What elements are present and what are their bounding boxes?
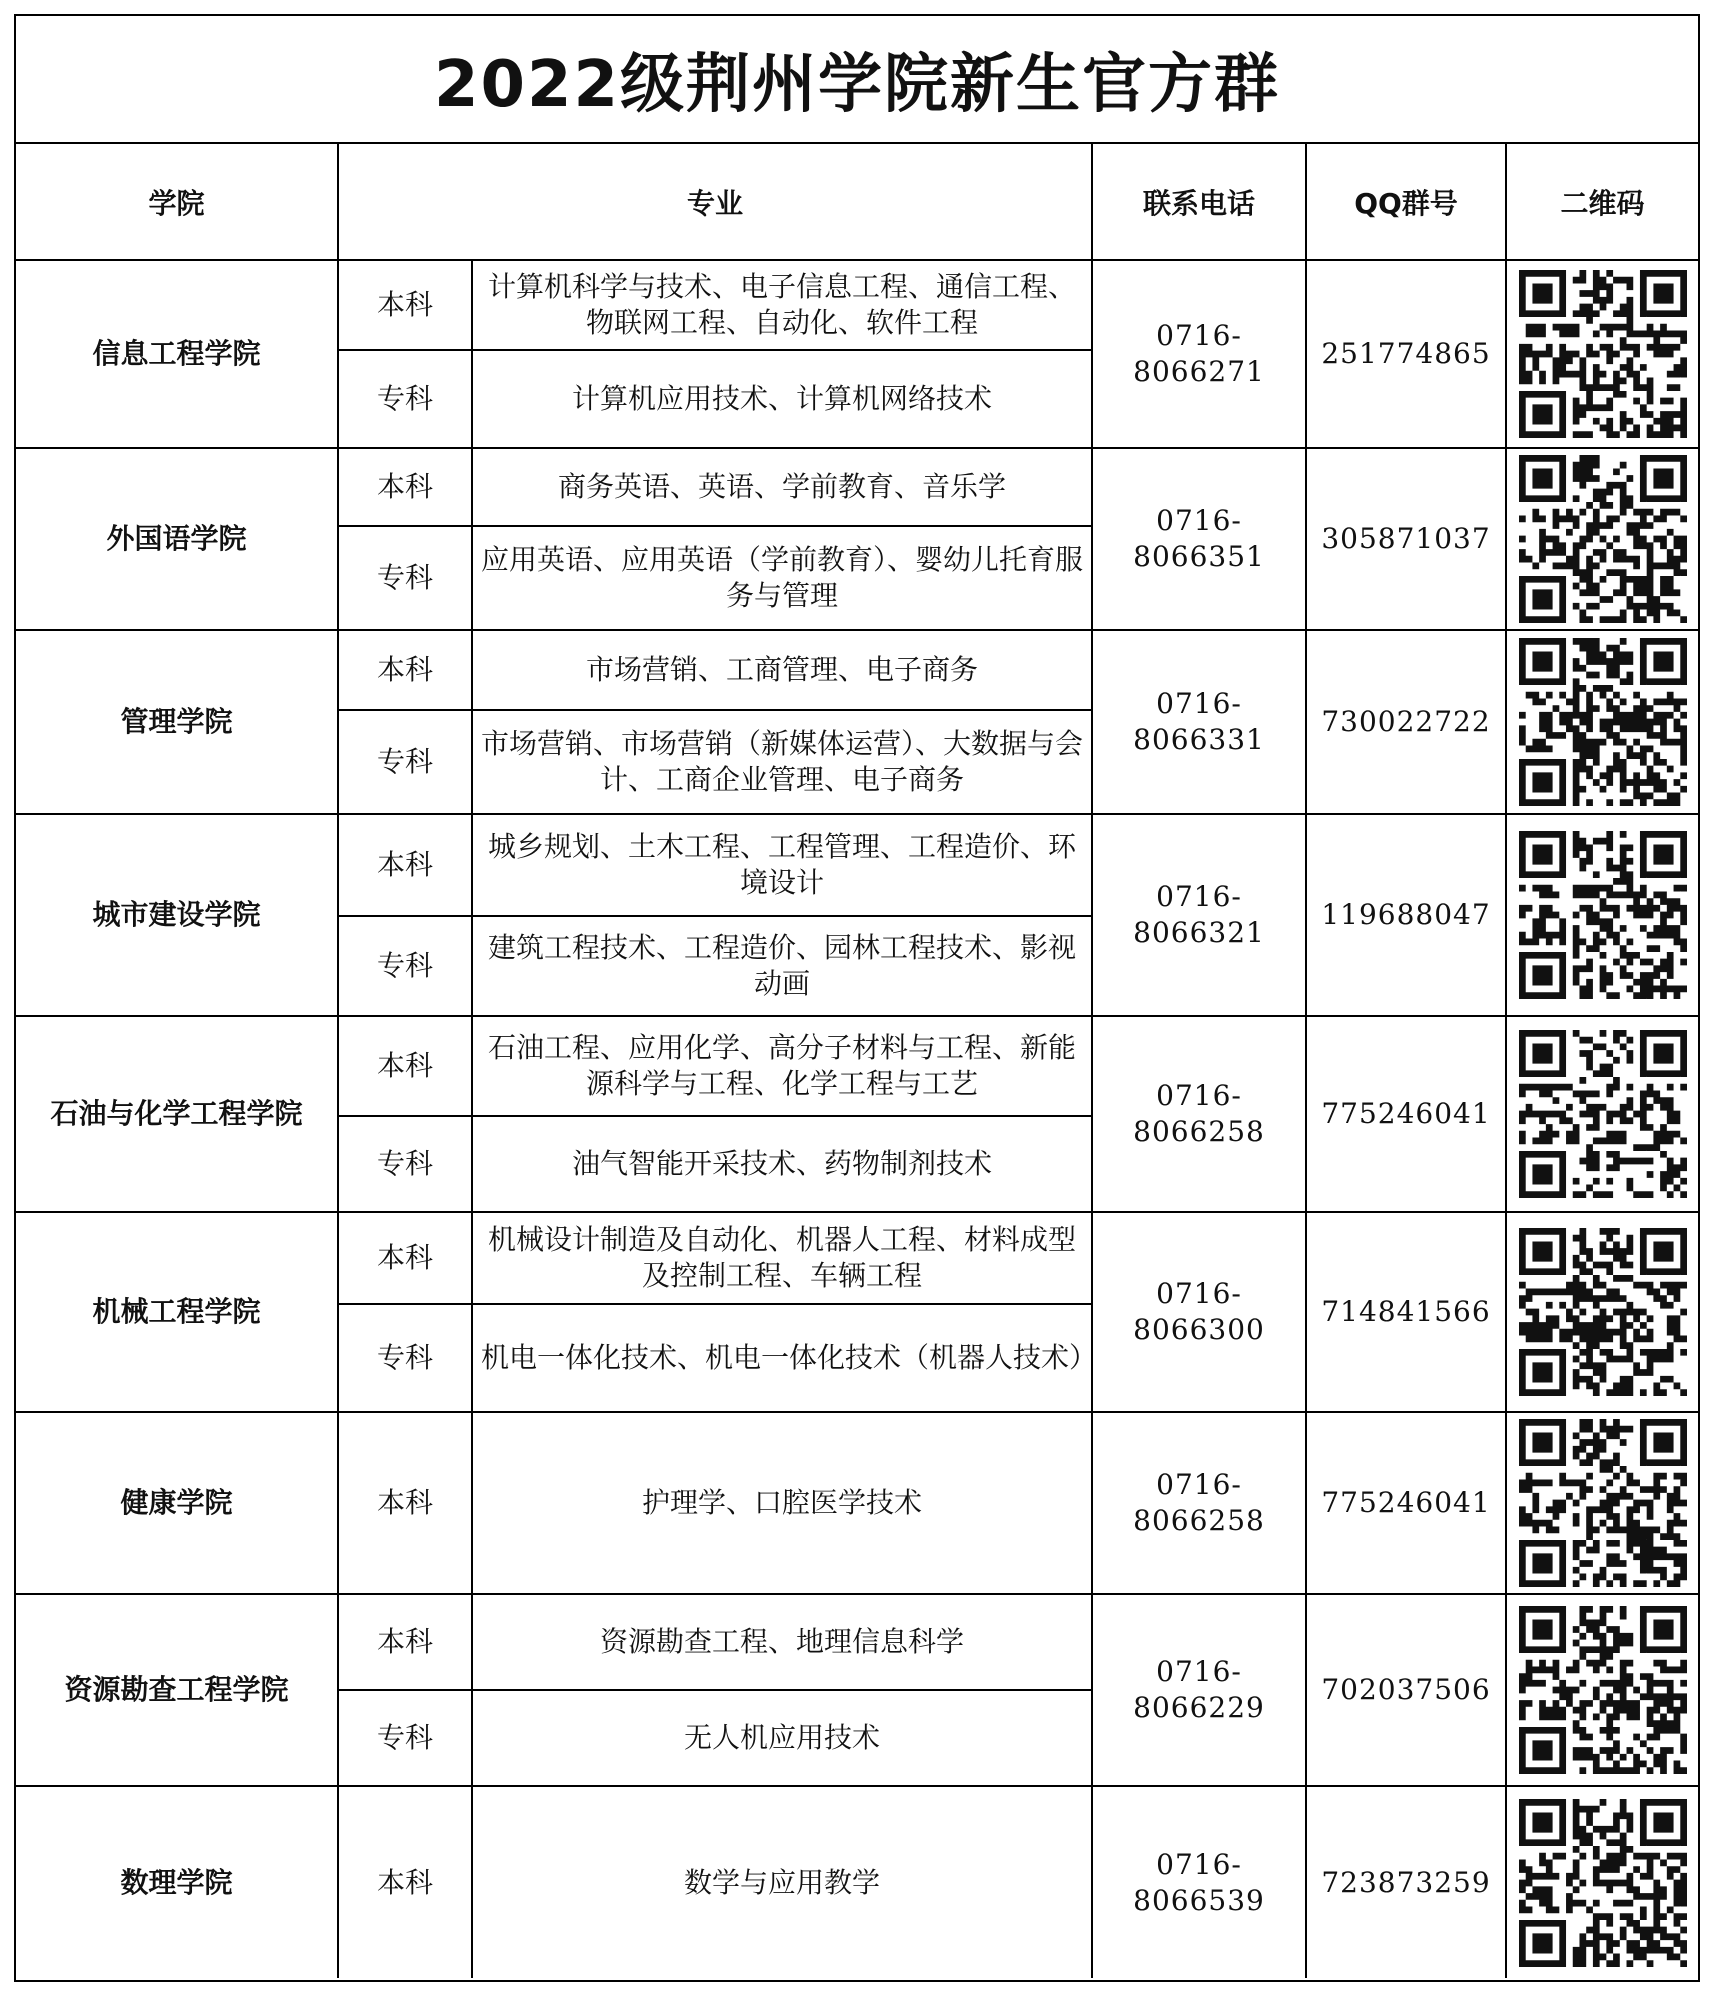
header-row: [16, 144, 1698, 260]
qr-cell: [1506, 814, 1698, 1016]
program-majors: 市场营销、工商管理、电子商务: [472, 630, 1092, 710]
qq-group-number: 305871037: [1306, 448, 1506, 630]
program-majors: 计算机应用技术、计算机网络技术: [472, 350, 1092, 448]
qr-cell: [1506, 260, 1698, 448]
program-majors: 护理学、口腔医学技术: [472, 1412, 1092, 1594]
college-name: 机械工程学院: [16, 1212, 338, 1412]
qr-code-icon: [1519, 455, 1687, 623]
program-level: 本科: [338, 1594, 472, 1690]
qr-cell: [1506, 448, 1698, 630]
qr-cell: [1506, 1212, 1698, 1412]
table-row: [16, 814, 1698, 916]
program-level: 专科: [338, 1304, 472, 1412]
qr-cell: [1506, 630, 1698, 814]
program-majors: 市场营销、市场营销（新媒体运营）、大数据与会计、工商企业管理、电子商务: [472, 710, 1092, 814]
contact-phone: 0716-8066258: [1092, 1016, 1306, 1212]
program-level: 本科: [338, 1016, 472, 1116]
program-level: 专科: [338, 1116, 472, 1212]
qr-code-icon: [1519, 1030, 1687, 1198]
program-level: 专科: [338, 526, 472, 630]
program-majors: 数学与应用教学: [472, 1786, 1092, 1978]
qr-code-icon: [1519, 1799, 1687, 1967]
qr-code-icon: [1519, 1606, 1687, 1774]
table-row: [16, 630, 1698, 710]
program-level: 本科: [338, 1412, 472, 1594]
program-majors: 计算机科学与技术、电子信息工程、通信工程、物联网工程、自动化、软件工程: [472, 260, 1092, 350]
header-phone: 联系电话: [1092, 144, 1306, 260]
qr-code-icon: [1519, 270, 1687, 438]
college-name: 石油与化学工程学院: [16, 1016, 338, 1212]
program-majors: 资源勘查工程、地理信息科学: [472, 1594, 1092, 1690]
contact-phone: 0716-8066300: [1092, 1212, 1306, 1412]
header-qq: QQ群号: [1306, 144, 1506, 260]
header-major: 专业: [338, 144, 1092, 260]
qq-group-number: 775246041: [1306, 1412, 1506, 1594]
contact-phone: 0716-8066271: [1092, 260, 1306, 448]
qq-group-number: 775246041: [1306, 1016, 1506, 1212]
contact-phone: 0716-8066539: [1092, 1786, 1306, 1978]
qq-group-number: 730022722: [1306, 630, 1506, 814]
qr-code-icon: [1519, 1419, 1687, 1587]
program-majors: 油气智能开采技术、药物制剂技术: [472, 1116, 1092, 1212]
qq-group-number: 119688047: [1306, 814, 1506, 1016]
contact-phone: 0716-8066331: [1092, 630, 1306, 814]
program-majors: 建筑工程技术、工程造价、园林工程技术、影视动画: [472, 916, 1092, 1016]
qr-code-icon: [1519, 1228, 1687, 1396]
college-name: 信息工程学院: [16, 260, 338, 448]
program-level: 本科: [338, 1212, 472, 1304]
college-table: [16, 144, 1698, 1978]
qr-cell: [1506, 1016, 1698, 1212]
qr-code-icon: [1519, 638, 1687, 806]
program-level: 专科: [338, 1690, 472, 1786]
program-level: 本科: [338, 1786, 472, 1978]
qq-group-number: 723873259: [1306, 1786, 1506, 1978]
qr-cell: [1506, 1412, 1698, 1594]
qq-group-number: 251774865: [1306, 260, 1506, 448]
program-level: 专科: [338, 916, 472, 1016]
program-level: 本科: [338, 260, 472, 350]
college-name: 资源勘查工程学院: [16, 1594, 338, 1786]
qr-cell: [1506, 1786, 1698, 1978]
table-row: [16, 1212, 1698, 1304]
program-majors: 城乡规划、土木工程、工程管理、工程造价、环境设计: [472, 814, 1092, 916]
page-title: 2022级荆州学院新生官方群: [16, 16, 1698, 144]
table-row: [16, 1594, 1698, 1690]
program-level: 专科: [338, 710, 472, 814]
program-majors: 应用英语、应用英语（学前教育）、婴幼儿托育服务与管理: [472, 526, 1092, 630]
header-qrcode: 二维码: [1506, 144, 1698, 260]
qq-group-number: 702037506: [1306, 1594, 1506, 1786]
contact-phone: 0716-8066321: [1092, 814, 1306, 1016]
college-name: 城市建设学院: [16, 814, 338, 1016]
program-majors: 石油工程、应用化学、高分子材料与工程、新能源科学与工程、化学工程与工艺: [472, 1016, 1092, 1116]
qr-code-icon: [1519, 831, 1687, 999]
college-name: 健康学院: [16, 1412, 338, 1594]
table-row: [16, 1412, 1698, 1594]
table-row: [16, 448, 1698, 526]
program-level: 本科: [338, 630, 472, 710]
contact-phone: 0716-8066351: [1092, 448, 1306, 630]
contact-phone: 0716-8066258: [1092, 1412, 1306, 1594]
header-college: 学院: [16, 144, 338, 260]
table-row: [16, 1786, 1698, 1978]
program-level: 本科: [338, 448, 472, 526]
contact-phone: 0716-8066229: [1092, 1594, 1306, 1786]
program-majors: 商务英语、英语、学前教育、音乐学: [472, 448, 1092, 526]
program-majors: 机电一体化技术、机电一体化技术（机器人技术）: [472, 1304, 1092, 1412]
program-majors: 无人机应用技术: [472, 1690, 1092, 1786]
qr-cell: [1506, 1594, 1698, 1786]
program-majors: 机械设计制造及自动化、机器人工程、材料成型及控制工程、车辆工程: [472, 1212, 1092, 1304]
college-name: 管理学院: [16, 630, 338, 814]
college-name: 数理学院: [16, 1786, 338, 1978]
enrollment-sheet: [14, 14, 1700, 1982]
program-level: 专科: [338, 350, 472, 448]
table-row: [16, 1016, 1698, 1116]
table-row: [16, 260, 1698, 350]
college-name: 外国语学院: [16, 448, 338, 630]
program-level: 本科: [338, 814, 472, 916]
qq-group-number: 714841566: [1306, 1212, 1506, 1412]
